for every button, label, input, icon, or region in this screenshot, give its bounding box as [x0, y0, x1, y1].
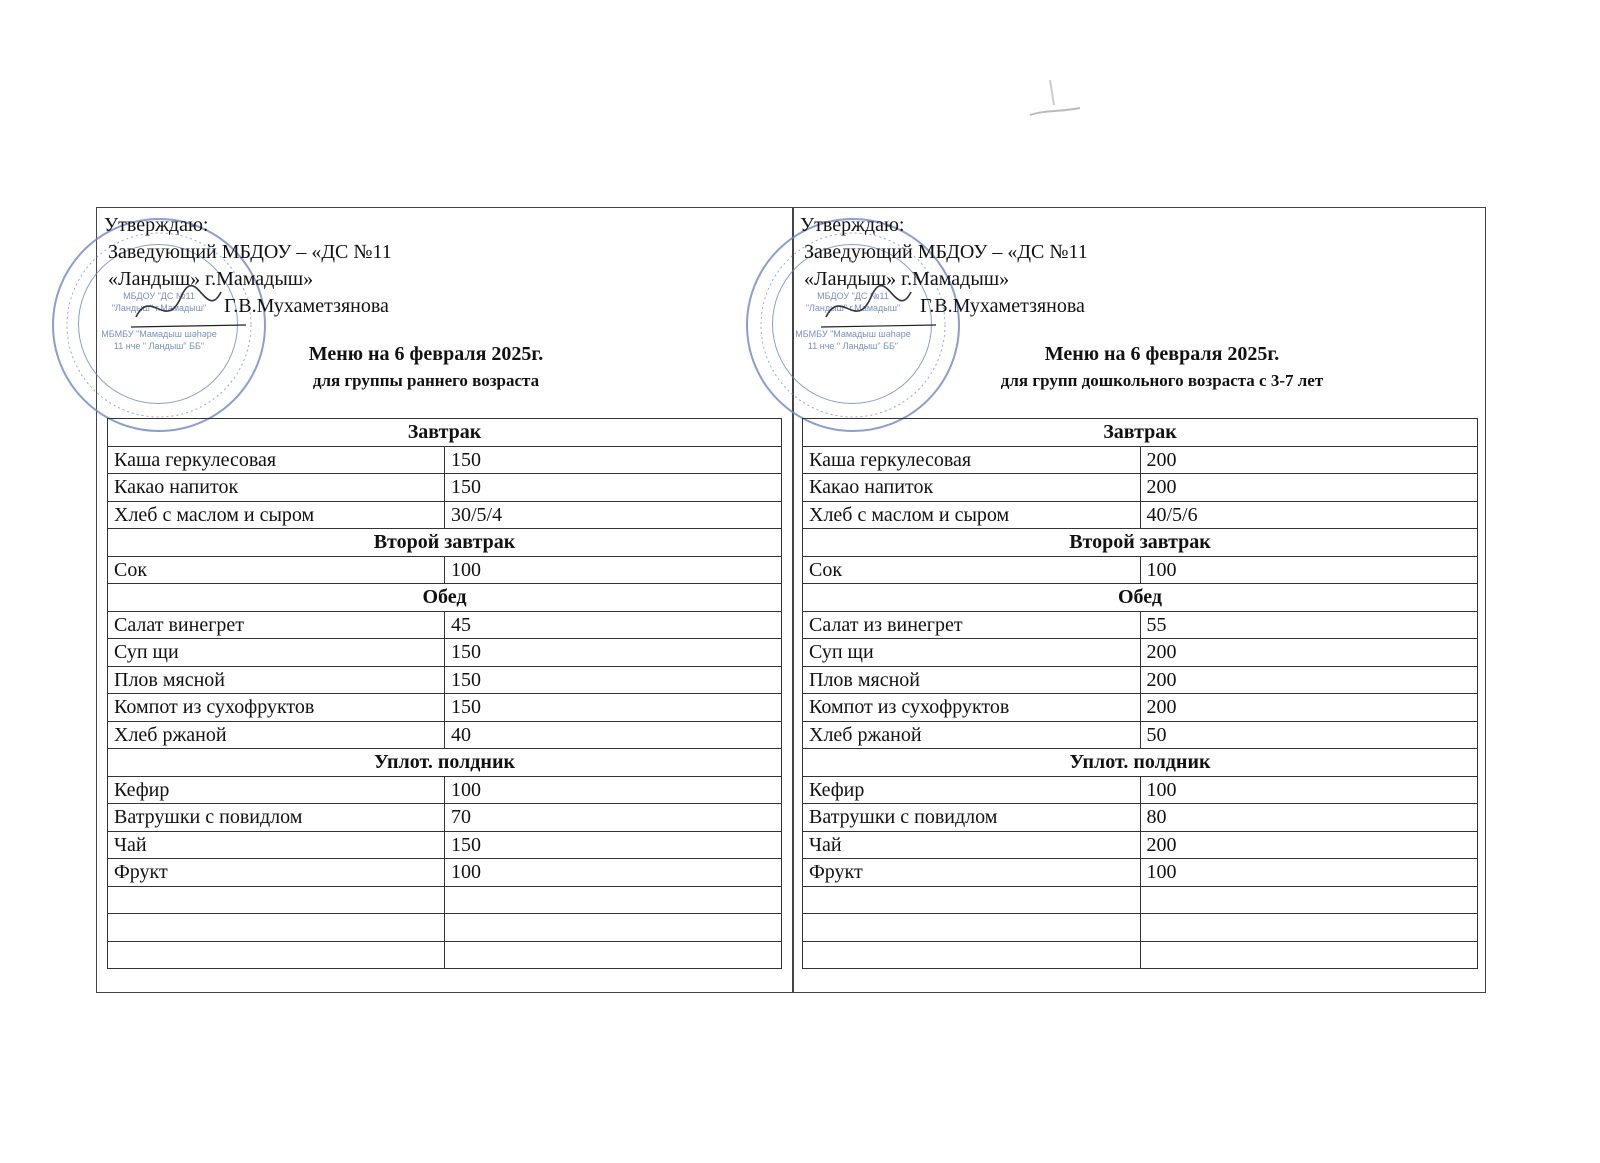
portion-size: 100 [1140, 776, 1478, 804]
portion-size: 200 [1140, 694, 1478, 722]
dish-name: Фрукт [803, 859, 1141, 887]
dish-name: Плов мясной [803, 666, 1141, 694]
section-row [803, 529, 1478, 557]
approval-org: «Ландыш» г.Мамадыш» [804, 268, 1010, 290]
table-row [803, 941, 1478, 969]
menu-title: Меню на 6 февраля 2025г. [1044, 343, 1280, 365]
dish-name: Хлеб с маслом и сыром [803, 501, 1141, 529]
portion-size: 200 [1140, 666, 1478, 694]
table-row [108, 941, 782, 969]
dish-name: Чай [803, 831, 1141, 859]
portion-size: 40/5/6 [1140, 501, 1478, 529]
table-row [108, 666, 782, 694]
portion-size: 100 [1140, 859, 1478, 887]
portion-size: 55 [1140, 611, 1478, 639]
section-heading: Обед [108, 584, 782, 612]
portion-size: 40 [445, 721, 782, 749]
portion-size: 200 [1140, 474, 1478, 502]
section-heading: Второй завтрак [108, 529, 782, 557]
portion-size [445, 941, 782, 969]
section-heading: Завтрак [108, 419, 782, 447]
approval-org: «Ландыш» г.Мамадыш» [108, 268, 314, 290]
portion-size: 100 [445, 776, 782, 804]
dish-name: Хлеб ржаной [108, 721, 445, 749]
portion-size: 45 [445, 611, 782, 639]
section-row [803, 584, 1478, 612]
section-heading: Завтрак [803, 419, 1478, 447]
table-row [803, 776, 1478, 804]
portion-size: 100 [445, 556, 782, 584]
portion-size: 200 [1140, 446, 1478, 474]
table-row [108, 694, 782, 722]
dish-name [108, 914, 445, 942]
dish-name: Каша геркулесовая [803, 446, 1141, 474]
dish-name: Хлеб ржаной [803, 721, 1141, 749]
table-row [803, 914, 1478, 942]
section-row [108, 584, 782, 612]
section-heading: Уплот. полдник [803, 749, 1478, 777]
approval-signatory: Г.В.Мухаметзянова [224, 295, 389, 317]
dish-name [108, 886, 445, 914]
portion-size: 150 [445, 446, 782, 474]
portion-size: 80 [1140, 804, 1478, 832]
menu-table [802, 418, 1478, 969]
section-heading: Обед [803, 584, 1478, 612]
table-row [803, 859, 1478, 887]
portion-size: 150 [445, 474, 782, 502]
dish-name: Кефир [108, 776, 445, 804]
section-row [803, 749, 1478, 777]
approval-position: Заведующий МБДОУ – «ДС №11 [108, 241, 392, 263]
table-row [108, 721, 782, 749]
table-row [108, 446, 782, 474]
table-row [803, 721, 1478, 749]
table-row [108, 556, 782, 584]
scan-mark-icon [1010, 70, 1100, 130]
dish-name: Какао напиток [108, 474, 445, 502]
table-row [108, 611, 782, 639]
portion-size: 100 [445, 859, 782, 887]
portion-size [445, 886, 782, 914]
table-row [108, 804, 782, 832]
dish-name: Компот из сухофруктов [108, 694, 445, 722]
dish-name: Салат из винегрет [803, 611, 1141, 639]
dish-name: Салат винегрет [108, 611, 445, 639]
table-row [108, 474, 782, 502]
table-row [108, 501, 782, 529]
dish-name [803, 886, 1141, 914]
portion-size [1140, 914, 1478, 942]
menu-panel-early-age [96, 207, 792, 993]
approval-signatory: Г.В.Мухаметзянова [920, 295, 1085, 317]
dish-name [108, 941, 445, 969]
section-heading: Уплот. полдник [108, 749, 782, 777]
table-row [803, 694, 1478, 722]
dish-name: Ватрушки с повидлом [108, 804, 445, 832]
section-row [108, 749, 782, 777]
menu-subtitle: для групп дошкольного возраста с 3-7 лет [1000, 371, 1324, 390]
dish-name: Каша геркулесовая [108, 446, 445, 474]
approval-label: Утверждаю: [104, 214, 209, 236]
portion-size: 150 [445, 666, 782, 694]
dish-name: Суп щи [108, 639, 445, 667]
dish-name [803, 941, 1141, 969]
approval-block [104, 212, 392, 320]
menu-title: Меню на 6 февраля 2025г. [308, 343, 544, 365]
dish-name: Ватрушки с повидлом [803, 804, 1141, 832]
portion-size: 200 [1140, 831, 1478, 859]
table-row [108, 914, 782, 942]
section-heading: Второй завтрак [803, 529, 1478, 557]
table-row [108, 831, 782, 859]
menu-table [107, 418, 782, 969]
portion-size [1140, 941, 1478, 969]
portion-size: 30/5/4 [445, 501, 782, 529]
table-row [803, 639, 1478, 667]
menu-panel-preschool [792, 207, 1488, 993]
table-row [803, 804, 1478, 832]
seal-text: МБДОУ "ДС №11 "Ландыш" г.Мамадыш" МБМБУ "Мамадыш шәһәре 11 нче " Ландыш" ББ" [795, 291, 911, 351]
table-row [108, 776, 782, 804]
portion-size: 150 [445, 694, 782, 722]
dish-name: Кефир [803, 776, 1141, 804]
dish-name: Фрукт [108, 859, 445, 887]
table-row [803, 666, 1478, 694]
dish-name: Плов мясной [108, 666, 445, 694]
section-row [108, 419, 782, 447]
approval-block [800, 212, 1088, 320]
dish-name: Чай [108, 831, 445, 859]
dish-name: Хлеб с маслом и сыром [108, 501, 445, 529]
portion-size: 200 [1140, 639, 1478, 667]
dish-name: Сок [803, 556, 1141, 584]
seal-text: МБДОУ "ДС №11 "Ландыш" г.Мамадыш" МБМБУ "Мамадыш шәһәре 11 нче " Ландыш" ББ" [101, 291, 217, 351]
portion-size [445, 914, 782, 942]
dish-name: Какао напиток [803, 474, 1141, 502]
table-row [803, 556, 1478, 584]
section-row [108, 529, 782, 557]
section-row [803, 419, 1478, 447]
menu-subtitle: для группы раннего возраста [312, 371, 540, 390]
approval-position: Заведующий МБДОУ – «ДС №11 [804, 241, 1088, 263]
table-row [803, 501, 1478, 529]
table-row [803, 886, 1478, 914]
dish-name [803, 914, 1141, 942]
portion-size: 100 [1140, 556, 1478, 584]
table-row [108, 639, 782, 667]
table-row [803, 446, 1478, 474]
table-row [108, 859, 782, 887]
table-row [108, 886, 782, 914]
portion-size: 70 [445, 804, 782, 832]
approval-label: Утверждаю: [800, 214, 905, 236]
portion-size [1140, 886, 1478, 914]
portion-size: 50 [1140, 721, 1478, 749]
portion-size: 150 [445, 639, 782, 667]
table-row [803, 611, 1478, 639]
table-row [803, 474, 1478, 502]
portion-size: 150 [445, 831, 782, 859]
dish-name: Сок [108, 556, 445, 584]
dish-name: Суп щи [803, 639, 1141, 667]
table-row [803, 831, 1478, 859]
dish-name: Компот из сухофруктов [803, 694, 1141, 722]
